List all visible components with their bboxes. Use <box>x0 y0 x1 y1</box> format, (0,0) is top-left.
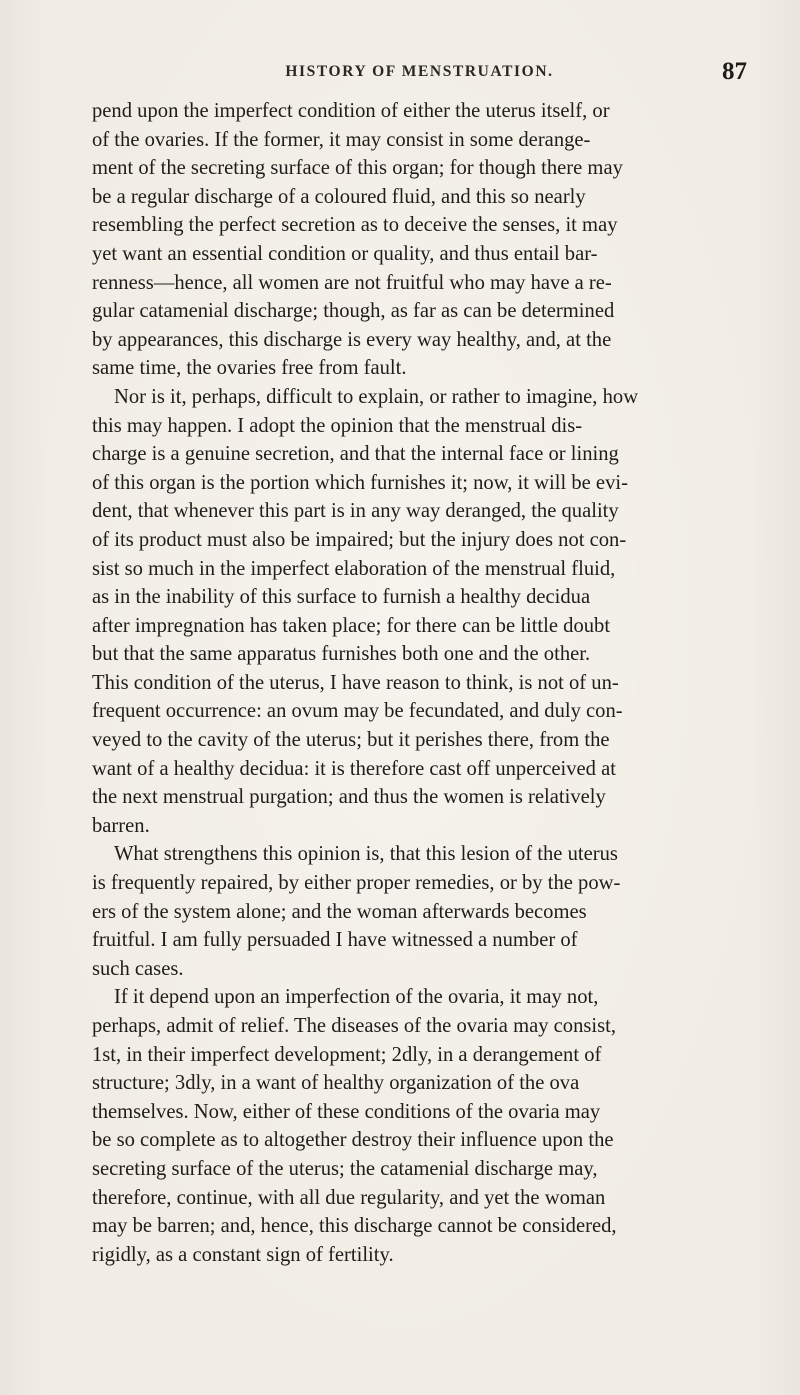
text-line: dent, that whenever this part is in any way deranged, the quality <box>92 500 619 523</box>
text-line: barren. <box>92 814 150 837</box>
text-line: may be barren; and, hence, this discharge cannot be considered, <box>92 1215 617 1238</box>
text-line: yet want an essential condition or quality, and thus entail bar- <box>92 242 598 265</box>
paragraph-start-line: If it depend upon an imperfection of the ovaria, it may not, <box>114 986 599 1009</box>
text-line: resembling the perfect secretion as to deceive the senses, it may <box>92 214 618 237</box>
text-line: of its product must also be impaired; but the injury does not con- <box>92 528 627 551</box>
text-line: be so complete as to altogether destroy their influence upon the <box>92 1129 614 1152</box>
running-head: HISTORY OF MENSTRUATION. <box>285 63 554 80</box>
text-line: 1st, in their imperfect development; 2dly, in a derangement of <box>92 1043 602 1066</box>
page-number: 87 <box>722 58 747 85</box>
text-line: the next menstrual purgation; and thus the women is relatively <box>92 786 606 809</box>
text-line: themselves. Now, either of these conditions of the ovaria may <box>92 1100 601 1123</box>
text-line: This condition of the uterus, I have reason to think, is not of un- <box>92 671 619 694</box>
text-line: sist so much in the imperfect elaboration of the menstrual fluid, <box>92 557 616 580</box>
text-line: be a regular discharge of a coloured fluid, and this so nearly <box>92 185 586 208</box>
text-line: is frequently repaired, by either proper remedies, or by the pow- <box>92 872 621 895</box>
page-header <box>92 58 747 88</box>
paragraph-start-line: What strengthens this opinion is, that this lesion of the uterus <box>114 843 618 866</box>
body-text <box>92 97 757 1269</box>
text-line: ment of the secreting surface of this organ; for though there may <box>92 157 623 180</box>
text-line: of the ovaries. If the former, it may consist in some derange- <box>92 128 591 151</box>
text-line: same time, the ovaries free from fault. <box>92 357 407 380</box>
text-line: perhaps, admit of relief. The diseases of the ovaria may consist, <box>92 1015 617 1037</box>
text-line: fruitful. I am fully persuaded I have witnessed a number of <box>92 929 578 952</box>
text-line: pend upon the imperfect condition of either the uterus itself, or <box>92 100 610 122</box>
text-line: by appearances, this discharge is every way healthy, and, at the <box>92 328 612 351</box>
text-line: but that the same apparatus furnishes both one and the other. <box>92 643 591 666</box>
text-line: after impregnation has taken place; for there can be little doubt <box>92 614 611 637</box>
text-line: as in the inability of this surface to furnish a healthy decidua <box>92 586 591 609</box>
text-line: gular catamenial discharge; though, as far as can be determined <box>92 300 615 323</box>
text-line: such cases. <box>92 957 184 980</box>
text-line: secreting surface of the uterus; the catamenial discharge may, <box>92 1157 598 1180</box>
paragraph-start-line: Nor is it, perhaps, difficult to explain, or rather to imagine, how <box>114 385 639 408</box>
text-line: this may happen. I adopt the opinion that the menstrual dis- <box>92 414 583 437</box>
text-line: charge is a genuine secretion, and that the internal face or lining <box>92 443 619 466</box>
text-line: renness—hence, all women are not fruitful who may have a re- <box>92 271 612 294</box>
text-line: want of a healthy decidua: it is therefore cast off unperceived at <box>92 757 616 780</box>
text-line: rigidly, as a constant sign of fertility. <box>92 1243 394 1266</box>
text-line: structure; 3dly, in a want of healthy organization of the ova <box>92 1072 580 1095</box>
text-line: of this organ is the portion which furnishes it; now, it will be evi- <box>92 471 628 494</box>
text-line: ers of the system alone; and the woman afterwards becomes <box>92 900 587 923</box>
text-line: therefore, continue, with all due regularity, and yet the woman <box>92 1186 606 1209</box>
text-line: frequent occurrence: an ovum may be fecundated, and duly con- <box>92 700 623 723</box>
text-line: veyed to the cavity of the uterus; but it perishes there, from the <box>92 729 610 752</box>
